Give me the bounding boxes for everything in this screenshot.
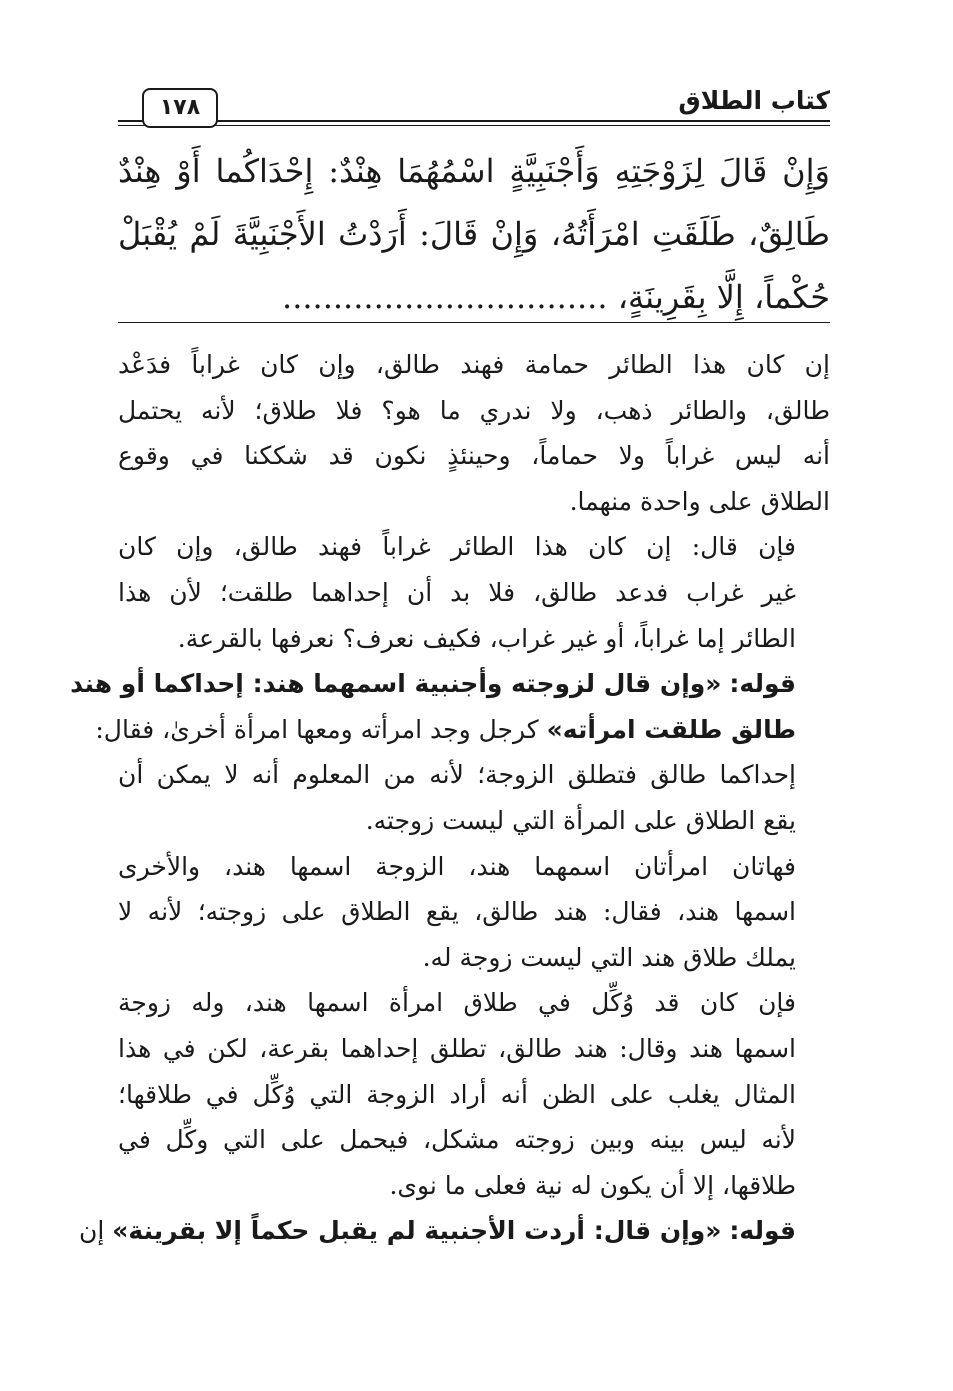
text-line [70,661,830,707]
text-line: لأنه ليس بينه وبين زوجته مشكل، فيحمل على التي وكِّل في [118,1125,796,1155]
matn-line: حُكْماً، إِلَّا بِقَرِينَةٍ، ................................ [282,278,830,316]
qawl-label: قوله: [729,1216,796,1246]
text-line: فهاتان امرأتان اسمهما هند، الزوجة اسمها هند، والأخرى [118,851,796,881]
text-line: فإن كان قد وُكِّل في طلاق امرأة اسمها هند، وله زوجة [118,988,796,1018]
commentary-text [70,342,830,1254]
text-line: اسمها هند وقال: هند طالق، تطلق إحداهما بقرعة، لكن في هذا [118,1033,796,1063]
text-line: يملك طلاق هند التي ليست زوجة له. [422,942,796,972]
paragraph [118,980,830,1208]
matn-text [118,140,830,329]
matn-divider [118,322,830,323]
paragraph [70,661,830,843]
text-line: غير غراب فدعد طالق، فلا بد أن إحداهما طلقت؛ لأن هذا [118,577,796,607]
quoted-matn: طالق طلقت امرأته» [546,714,796,744]
text-fragment: كرجل وجد امرأته ومعها امرأة أخرىٰ، فقال: [95,714,539,744]
text-line: أنه ليس غراباً ولا حماماً، وحينئذٍ نكون قد شككنا في وقوع [118,441,830,471]
paragraph [118,524,830,661]
quoted-matn: «وإن قال لزوجته وأجنبية اسمهما هند: إحداكما أو هند [70,669,722,699]
text-line: إن كان هذا الطائر حمامة فهند طالق، وإن كان غراباً فدَعْد [118,350,830,379]
text-line: اسمها هند، فقال: هند طالق، يقع الطلاق على زوجته؛ لأنه لا [118,897,796,927]
text-line: الطلاق على واحدة منهما. [569,486,830,516]
text-line: فإن قال: إن كان هذا الطائر غراباً فهند طالق، وإن كان [118,532,796,562]
matn-line: طَالِقٌ، طَلَقَتِ امْرَأَتُهُ، وَإِنْ قَالَ: أَرَدْتُ الأَجْنَبِيَّةَ لَمْ يُقْبَلْ [118,215,830,253]
text-line: طالق، والطائر ذهب، ولا ندري ما هو؟ فلا طلاق؛ لأنه يحتمل [118,395,830,425]
book-title: كتاب الطلاق [678,86,830,115]
qawl-label: قوله: [729,669,796,699]
text-line: طلاقها، إلا أن يكون له نية فعلى ما نوى. [389,1170,796,1200]
page-number: ١٧٨ [142,88,218,128]
text-line [79,1208,830,1254]
matn-line: وَإِنْ قَالَ لِزَوْجَتِهِ وَأَجْنَبِيَّةٍ اسْمُهُمَا هِنْدٌ: إِحْدَاكُما أَوْ هِنْدٌ [118,152,830,190]
paragraph [118,342,830,524]
paragraph [79,1208,830,1254]
header-rule-top [118,120,830,122]
text-fragment: إن [79,1216,105,1246]
quoted-matn: «وإن قال: أردت الأجنبية لم يقبل حكماً إلا بقرينة» [112,1216,722,1246]
paragraph [118,844,830,981]
page-header [118,80,830,130]
text-line [95,707,830,753]
text-line: المثال يغلب على الظن أنه أراد الزوجة التي وُكِّل في طلاقها؛ [118,1079,796,1109]
header-rule-bottom [118,125,830,126]
text-line: الطائر إما غراباً، أو غير غراب، فكيف نعرف؟ نعرفها بالقرعة. [177,623,796,653]
text-line: يقع الطلاق على المرأة التي ليست زوجته. [365,805,796,835]
text-line: إحداكما طالق فتطلق الزوجة؛ لأنه من المعلوم أنه لا يمكن أن [118,760,796,790]
